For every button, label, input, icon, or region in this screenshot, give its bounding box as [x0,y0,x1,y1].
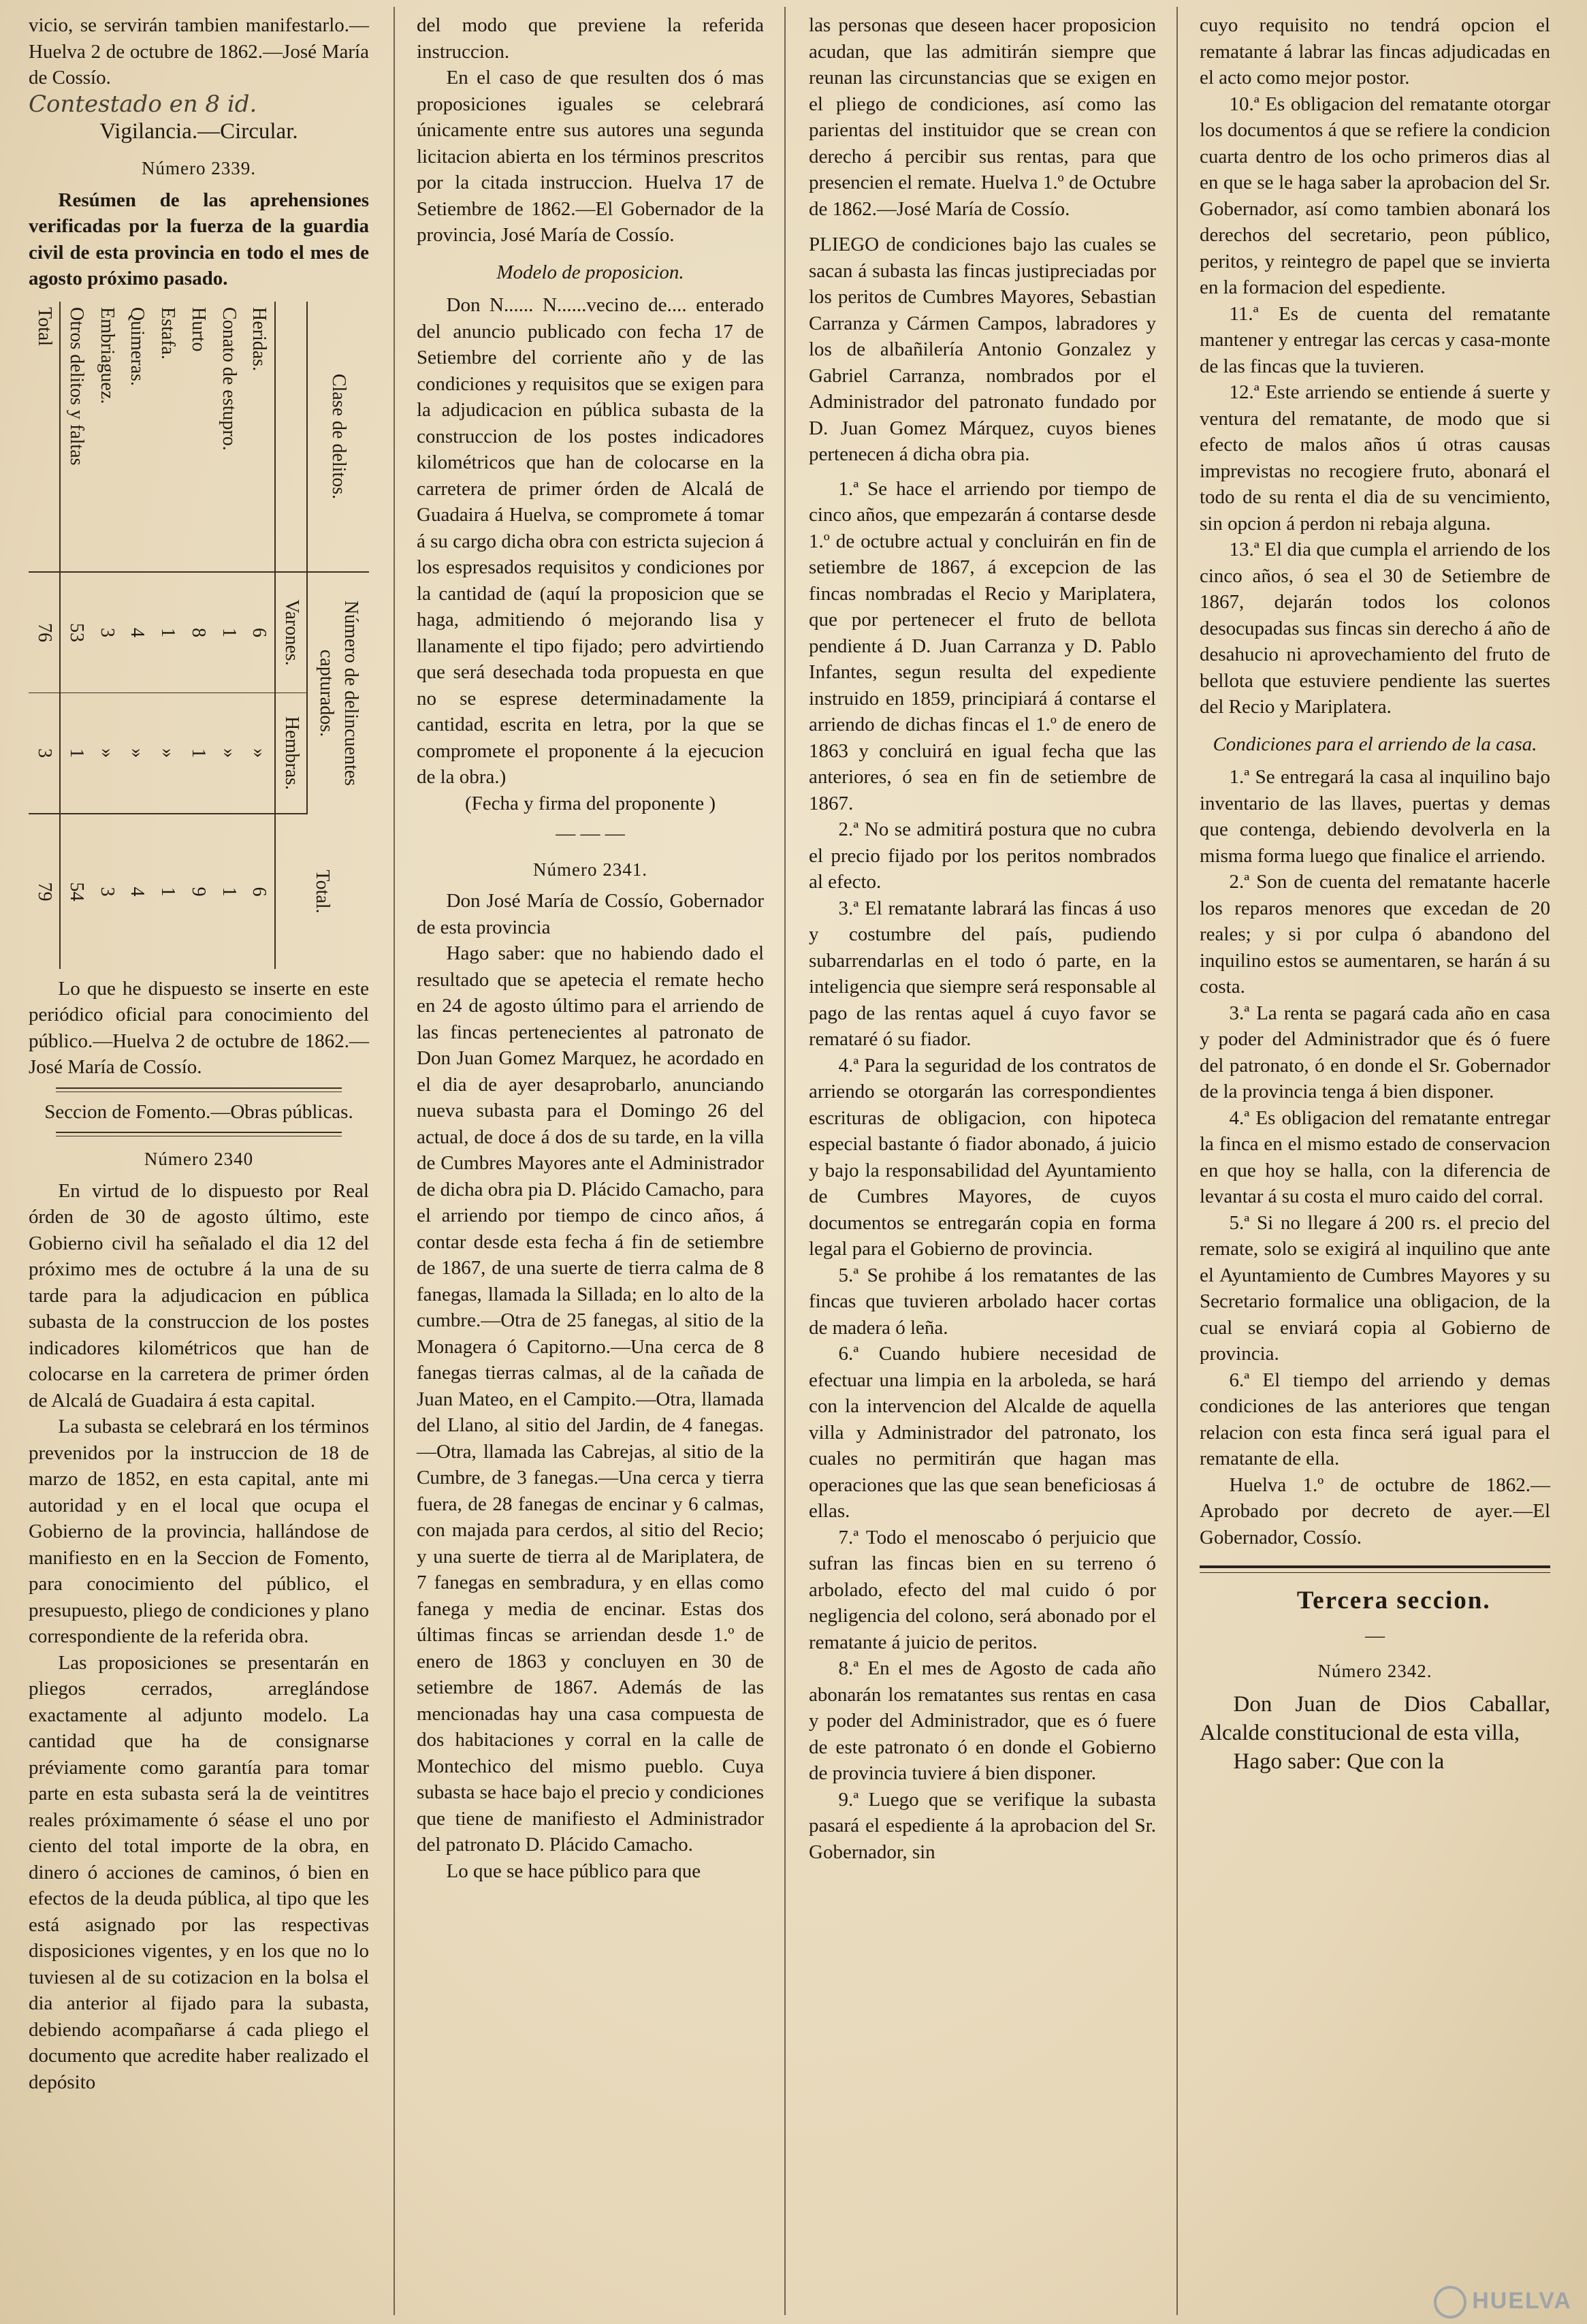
condition-item: 13.ª El dia que cumpla el arriendo de los cinco años, ó sea el 30 de Setiembre de 1867, dejarán todos los colonos desocupadas sus fincas sin derecho á año de desahucio ni aprovechamiento del fruto de bellota que estuviere pendiente las suertes del Recio y Mariplatera. [1200,539,1550,718]
paragraph: Don Juan de Dios Caballar, Alcalde constitucional de esta villa, [1200,1691,1550,1745]
notice-number: Número 2340 [144,1149,254,1169]
divider: — [1365,1624,1385,1646]
paragraph: Don José María de Cossío, Gobernador de esta provincia [417,890,764,938]
paragraph: Lo que se hace público para que [446,1860,701,1882]
table-total-row: Total 76 3 79 [29,302,60,969]
table-header-varones: Varones. [275,572,307,693]
condition-item: 7.ª Todo el menoscabo ó perjuicio que sufran las fincas bien en su terreno ó arbolado, efecto del mal cuido ó por negligencia del colono, será abonado por el rematante á juicio de peritos. [809,1526,1156,1653]
section-title: Tercera seccion. [1296,1587,1491,1614]
condition-item: 4.ª Es obligacion del rematante entregar la finca en el mismo estado de conservacion en que hoy se halla, con la diferencia de levantar á su costa el muro caido del corral. [1200,1107,1550,1207]
table-header-hembras: Hembras. [275,693,307,814]
condition-item: 12.ª Este arriendo se entiende á suerte y ventura del rematante, de modo que si efecto de malos años ú otras causas imprevistas no recogiere fruto, abonará el todo de su renta el dia de su vencimiento, sin opcion á perdon ni rebaja alguna. [1200,381,1550,535]
divider [56,1132,342,1136]
column-rule [394,7,395,2315]
paragraph: las personas que deseen hacer proposicion acudan, que las admitirán siempre que reunan las circunstancias que se exigen en el pliego de condiciones, así como las parientas del instituidor que se crean con derecho á percibir sus rentas, para que presencien el remate. Huelva 1.º de Octubre de 1862.—José María de Cossío. [809,14,1156,220]
paragraph: La subasta se celebrará en los términos prevenidos por la instruccion de 18 de marzo de 1852, en esta capital, ante mi autoridad y en el local que ocupa el Gobierno de la provincia, hallándose de manifiesto en en la Seccion de Fomento, para conocimiento del público, el presupuesto, pliego de condiciones y plano correspondiente de la referida obra. [29,1416,369,1647]
paragraph: Resúmen de las aprehensiones verificadas por la fuerza de la guardia civil de esta provincia en todo el mes de agosto próximo pasado. [29,189,369,289]
divider: — — — [556,823,625,844]
condition-item: 3.ª El rematante labrará las fincas á uso y costumbre del país, pudiendo subarrendarlas en el todo ó parte, en la inteligencia que siempre será responsable al pago de las rentas aquel á cuyo favor se remataré ó su fiador. [809,897,1156,1050]
section-title: Vigilancia.—Circular. [99,119,298,144]
paragraph: PLIEGO de condiciones bajo las cuales se sacan á subasta las fincas justipreciadas por los peritos de Cumbres Mayores, Sebastian Carranza y Cármen Campos, labradores y los de albañilería Antonio Gonzalez y Gabriel Carranza, nombrados por el Administrador del patronato fundado por D. Juan Gomez Márquez, cuyos bienes pertenecen á dicha obra pia. [809,234,1156,465]
column-rule [784,7,786,2315]
column-1 [29,12,369,2095]
notice-number: Número 2342. [1317,1661,1432,1681]
statistics-table [29,302,369,969]
notice-number: Número 2341. [533,859,647,880]
paragraph: (Fecha y firma del proponente ) [465,792,716,814]
table-header-numero: Número de delincuentes capturados. [307,572,369,814]
condition-item: 6.ª Cuando hubiere necesidad de efectuar una limpia en la arboleda, se hará con la intervencion del Alcalde de aquella villa y Administrador del patronato, los cuales no permitirán que hagan mas operaciones que las que sean beneficiosas á ellas. [809,1343,1156,1522]
table-row: Embriaguez. 3 » 3 [91,302,122,969]
condition-item: 1.ª Se entregará la casa al inquilino bajo inventario de las llaves, puertas y demas que contenga, debiendo devolverla en la misma forma luego que finalice el arriendo. [1200,766,1550,867]
table-row: Quimeras. 4 » 4 [122,302,153,969]
section-title: Seccion de Fomento.—Obras públicas. [44,1100,353,1123]
archive-logo-icon [1434,2286,1466,2319]
archive-watermark [1434,2286,1572,2319]
divider [1200,1565,1550,1573]
column-2 [417,12,764,1884]
watermark-text: HUELVA [1472,2287,1572,2314]
condition-item: 2.ª Son de cuenta del rematante hacerle los reparos menores que excedan de 20 reales; y si por culpa ó abandono del inquilino estos se aumentaren, se harán á su costa. [1200,871,1550,998]
paragraph: En el caso de que resulten dos ó mas proposiciones iguales se celebrará únicamente entre sus autores una segunda licitacion abierta en los términos prescritos por la citada instruccion. Huelva 17 de Setiembre de 1862.—El Gobernador de la provincia, José María de Cossío. [417,67,764,246]
table-header-clase: Clase de delitos. [307,302,369,572]
section-heading: Modelo de proposicion. [496,261,684,283]
condition-item: 5.ª Se prohibe á los rematantes de las fincas que tuvieren arbolado hacer cortas de madera ó leña. [809,1264,1156,1339]
table-row: Estafa. 1 » 1 [153,302,183,969]
condition-item: 9.ª Luego que se verifique la subasta pasará el espediente á la aprobacion del Sr. Gobernador, sin [809,1788,1156,1863]
condition-item: 5.ª Si no llegare á 200 rs. el precio del remate, solo se exigirá al inquilino que ante el Ayuntamiento de Cumbres Mayores y su Secretario formalice una obligacion, de la cual se enviará copia al Gobierno de provincia. [1200,1211,1550,1365]
column-rule [1176,7,1178,2315]
table-row: Conato de estupro. 1 » 1 [213,302,244,969]
condition-item: 2.ª No se admitirá postura que no cubra el precio fijado por los peritos nombrados al efecto. [809,818,1156,893]
statistics-table-wrapper [29,302,369,969]
paragraph: En virtud de lo dispuesto por Real órden de 30 de agosto último, este Gobierno civil ha señalado el dia 12 del próximo mes de octubre á la una de su tarde para la adjudicacion en pública subasta de la construccion de los postes indicadores kilométricos que han de colocarse en la carretera de primer órden de Alcalá de Guadaira á esta capital. [29,1179,369,1412]
notice-number: Número 2339. [142,158,256,178]
paragraph: Lo que he dispuesto se inserte en este periódico oficial para conocimiento del público.—Huelva 2 de octubre de 1862.—José María de Cossío. [29,977,369,1078]
condition-item: 10.ª Es obligacion del rematante otorgar los documentos á que se refiere la condicion cuarta dentro de los ocho primeros dias al en que se le haga saber la aprobacion del Sr. Gobernador, así como tambien abonará los derechos del secretario, peon público, peritos, y reintegro de papel que se invierta en la formacion del espediente. [1200,93,1550,298]
paragraph: cuyo requisito no tendrá opcion el rematante á labrar las fincas adjudicadas en el acto como mejor postor. [1200,14,1550,89]
paragraph: del modo que previene la referida instruccion. [417,14,764,63]
table-header-total: Total. [275,814,369,969]
handwritten-signature: Contestado en 8 id. [29,90,257,118]
condition-item: 3.ª La renta se pagará cada año en casa y poder del Administrador que és ó fuere del patronato, ó en donde el Sr. Gobernador de la provincia tenga á bien disponer. [1200,1002,1550,1102]
table-row: Hurto 8 1 9 [182,302,213,969]
condition-item: 11.ª Es de cuenta del rematante mantener y entregar las cercas y casa-monte de las fincas que la tuvieren. [1200,302,1550,377]
paragraph: Hago saber: que no habiendo dado el resultado que se apetecia el remate hecho en 24 de agosto último para el arriendo de las fincas pertenecientes al patronato de Don Juan Gomez Marquez, he acordado en el dia de ayer desaprobarlo, anunciando nueva subasta para el Domingo 26 del actual, de doce á dos de su tarde, en la villa de Cumbres Mayores ante el Administrador de dicha obra pia D. Plácido Camacho, para el arriendo por tiempo de cinco años, á contar desde esta fecha á fin de setiembre de 1867, de una suerte de tierra calma de 8 fanegas, llamada la Sillada; en lo alto de la cumbre.—Otra de 25 fanegas, al sitio de la Monagera ó Capitorno.—Una cerca de 8 fanegas tierras calmas, al de la cañada de Juan Mateo, en el Campito.—Otra, llamada del Llano, al sitio del Jardin, de 4 fanegas.—Otra, llamada las Cabrejas, al sitio de la Cumbre, de 3 fanegas.—Una cerca y tierra fuera, de 28 fanegas de encinar y 6 calmas, con majada para cerdos, al sitio del Recio; y una suerte de tierra al de Mariplatera, de 7 fanegas en sembradura, y en ellas como fanega y media de encinar. Estas dos últimas fincas se arriendan desde 1.º de enero de 1863 y concluyen en 30 de setiembre de 1867. Además de las mencionadas hay una casa compuesta de dos habitaciones y corral en la calle de Montechico del mismo pueblo. Cuya subasta se hace bajo el precio y condiciones que tiene de manifiesto el Administrador del patronato D. Plácido Camacho. [417,942,764,1856]
condition-item: 1.ª Se hace el arriendo por tiempo de cinco años, que empezarán á contarse desde 1.º de octubre actual y concluirán en fin de setiembre de 1867, á excepcion de las fincas nombradas el Recio y Mariplatera, que por pertenecer el fruto de bellota pendiente á D. Juan Carranza y D. Pablo Infantes, segun resulta del expediente instruido en 1859, principiará á contarse el arriendo de dichas fincas el 1.º de enero de 1863 y concluirá en igual fecha que las anteriores, ó sea en fin de setiembre de 1867. [809,477,1156,814]
table-row: Heridas. 6 » 6 [244,302,275,969]
section-heading: Condiciones para el arriendo de la casa. [1213,733,1537,755]
condition-item: 4.ª Para la seguridad de los contratos de arriendo se otorgarán las correspondientes escrituras de obligacion, con hipoteca especial bastante ó fiador abonado, á juicio y bajo la responsabilidad del Ayuntamiento de Cumbres Mayores, de cuyos documentos se entregarán copia en forma legal para el Gobierno de provincia. [809,1054,1156,1260]
paragraph: vicio, se servirán tambien manifestarlo.—Huelva 2 de octubre de 1862.—José María de Cossío. [29,14,369,89]
column-4 [1200,12,1550,1776]
table-row: Otros delitos y faltas 53 1 54 [60,302,91,969]
paragraph: Las proposiciones se presentarán en pliegos cerrados, arreglándose exactamente al adjunto modelo. La cantidad que ha de consignarse préviamente como garantía para tomar parte en esta subasta será la de veintitres reales próximamente ó séase el uno por ciento del total importe de la obra, en dinero ó acciones de caminos, ó bien en efectos de la deuda pública, al tipo que les está asignado por las respectivas disposiciones vigentes, y en los que no lo tuviesen al de su cotizacion en la bolsa el dia anterior al fijado para la subasta, debiendo acompañarse á cada pliego el documento que acredite haber realizado el depósito [29,1651,369,2093]
paragraph: Huelva 1.º de octubre de 1862.—Aprobado por decreto de ayer.—El Gobernador, Cossío. [1200,1474,1550,1548]
paragraph: Don N...... N......vecino de.... enterado del anuncio publicado con fecha 17 de Setiembre del corriente año y de las condiciones y requisitos que se exigen para la adjudicacion en pública subasta de la construccion de los postes indicadores kilométricos que han de colocarse en la carretera de primer órden de Alcalá de Guadaira á Huelva, se compromete á tomar á su cargo dicha obra con estricta sujecion á los espresados requisitos y condiciones por la cantidad de (aquí la proposicion que se haga, admitiendo ó mejorando lisa y llanamente el tipo fijado; pero advirtiendo que será desechada toda propuesta en que no se esprese determinadamente la cantidad, escrita en letra, por la que se compromete el proponente á la ejecucion de la obra.) [417,294,764,788]
divider [56,1087,342,1092]
condition-item: 8.ª En el mes de Agosto de cada año abonarán los rematantes sus rentas en casa y poder del Administrador, que es ó fuere de este patronato ó en donde el Gobierno de provincia tuviere á bien disponer. [809,1657,1156,1784]
column-3 [809,12,1156,1865]
paragraph: Hago saber: Que con la [1233,1749,1445,1774]
condition-item: 6.ª El tiempo del arriendo y demas condiciones de las anteriores que tengan relacion con esta finca será igual para el rematante de ella. [1200,1369,1550,1469]
